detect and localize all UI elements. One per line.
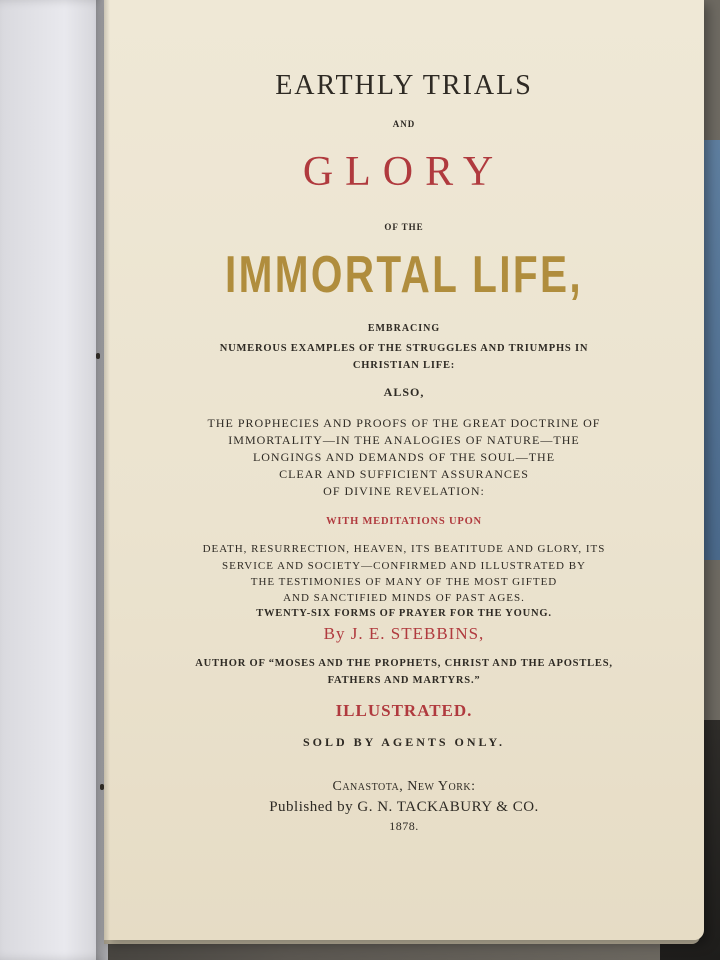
prophecies-line: OF DIVINE REVELATION: — [323, 484, 485, 498]
subtitle-embracing: EMBRACING — [367, 323, 441, 334]
subtitle-also: ALSO, — [383, 385, 425, 399]
author-of-line: FATHERS AND MARTYRS.” — [327, 675, 481, 686]
imprint-publisher: Published by G. N. TACKABURY & CO. — [269, 799, 539, 815]
imprint-place: Canastota, New York: — [332, 779, 476, 794]
sold-by-agents-line: SOLD BY AGENTS ONLY. — [302, 735, 506, 749]
title-connector-of-the: OF THE — [384, 222, 424, 232]
prophecies-line: IMMORTALITY—IN THE ANALOGIES OF NATURE—THE — [228, 433, 580, 447]
prophecies-line: CLEAR AND SUFFICIENT ASSURANCES — [279, 467, 529, 481]
title-line-earthly-trials: EARTHLY TRIALS — [275, 70, 533, 101]
subtitle-line: NUMEROUS EXAMPLES OF THE STRUGGLES AND TRIUMPHS IN — [219, 343, 589, 354]
prophecies-line: LONGINGS AND DEMANDS OF THE SOUL—THE — [252, 450, 556, 464]
title-connector-and: AND — [392, 119, 416, 129]
author-byline: By J. E. STEBBINS, — [323, 624, 485, 643]
imprint-year: 1878. — [389, 819, 419, 833]
meditations-line: SERVICE AND SOCIETY—CONFIRMED AND ILLUSTRATED BY — [222, 560, 586, 572]
meditations-line: AND SANCTIFIED MINDS OF PAST AGES. — [283, 592, 525, 604]
facing-page — [0, 0, 108, 960]
title-line-glory: GLORY — [302, 149, 506, 195]
meditations-heading: WITH MEDITATIONS UPON — [326, 516, 482, 527]
subtitle-line: CHRISTIAN LIFE: — [352, 360, 456, 371]
title-line-immortal-life: IMMORTAL LIFE, — [225, 246, 583, 304]
meditations-line: DEATH, RESURRECTION, HEAVEN, ITS BEATITUDE AND GLORY, ITS — [202, 543, 606, 555]
illustrated-label: ILLUSTRATED. — [335, 701, 473, 720]
ink-spot — [96, 353, 100, 359]
meditations-line: THE TESTIMONIES OF MANY OF THE MOST GIFTED — [250, 576, 558, 588]
prophecies-line: THE PROPHECIES AND PROOFS OF THE GREAT DOCTRINE OF — [207, 416, 601, 430]
author-of-line: AUTHOR OF “MOSES AND THE PROPHETS, CHRIST AND THE APOSTLES, — [195, 658, 613, 669]
prayer-line: TWENTY-SIX FORMS OF PRAYER FOR THE YOUNG. — [256, 608, 552, 619]
